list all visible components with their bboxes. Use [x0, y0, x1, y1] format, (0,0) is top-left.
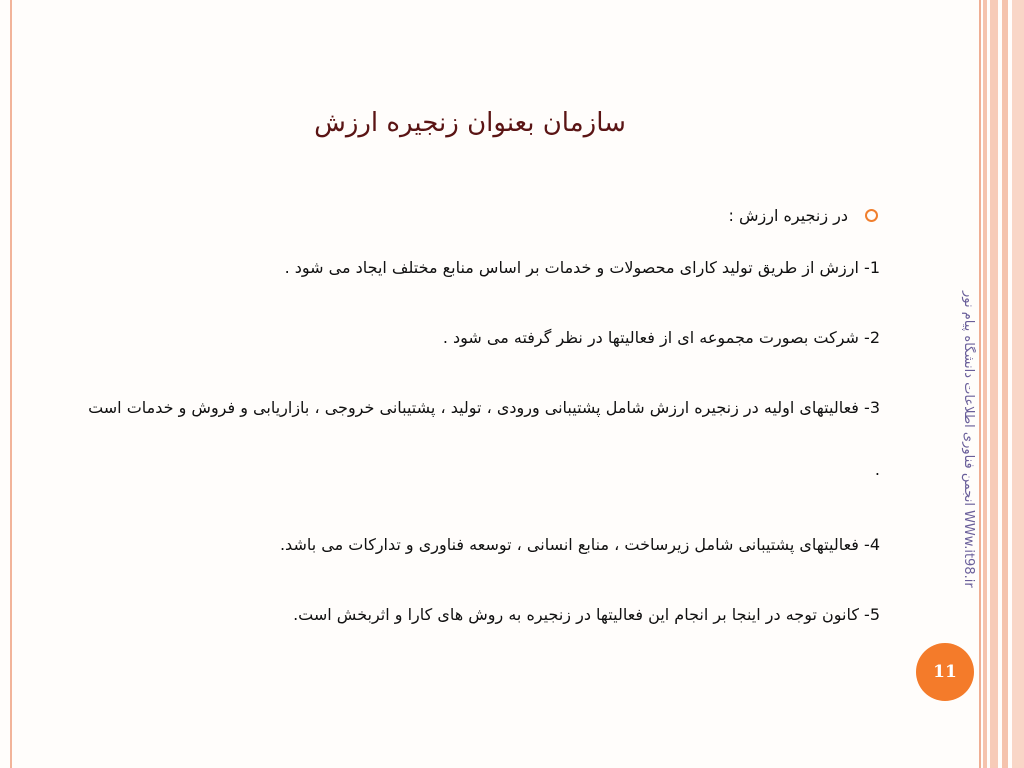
right-stripe-3 — [990, 0, 998, 768]
content-item-3: 3- فعالیتهای اولیه در زنجیره ارزش شامل پشتیبانی ورودی ، تولید ، پشتیبانی خروجی ، بازاریابی و فروش و خدمات است . — [88, 398, 880, 479]
side-watermark-text: WWw.it98.ir انجمن فناوری اطلاعات دانشگاه پیام نور — [961, 291, 976, 588]
right-stripe-2 — [983, 0, 987, 768]
slide-title: سازمان بعنوان زنجیره ارزش — [314, 108, 626, 138]
bullet-item — [80, 205, 880, 227]
hollow-circle-bullet-icon — [865, 209, 878, 222]
right-stripe-5 — [1012, 0, 1024, 768]
bullet-text: در زنجیره ارزش : — [728, 206, 848, 225]
content-item-4: 4- فعالیتهای پشتیبانی شامل زیرساخت ، منابع انسانی ، توسعه فناوری و تدارکات می باشد. — [279, 535, 880, 554]
content-item-2: 2- شرکت بصورت مجموعه ای از فعالیتها در نظر گرفته می شود . — [442, 328, 880, 347]
right-stripe-1 — [979, 0, 981, 768]
content-item-5: 5- کانون توجه در اینجا بر انجام این فعالیتها در زنجیره به روش های کارا و اثربخش است. — [293, 605, 880, 624]
right-stripe-4 — [1002, 0, 1008, 768]
slide-content — [80, 205, 880, 674]
page-number-badge: 11 — [916, 643, 974, 701]
left-border-line — [10, 0, 12, 768]
content-item-1: 1- ارزش از طریق تولید کارای محصولات و خدمات بر اساس منابع مختلف ایجاد می شود . — [284, 258, 880, 277]
